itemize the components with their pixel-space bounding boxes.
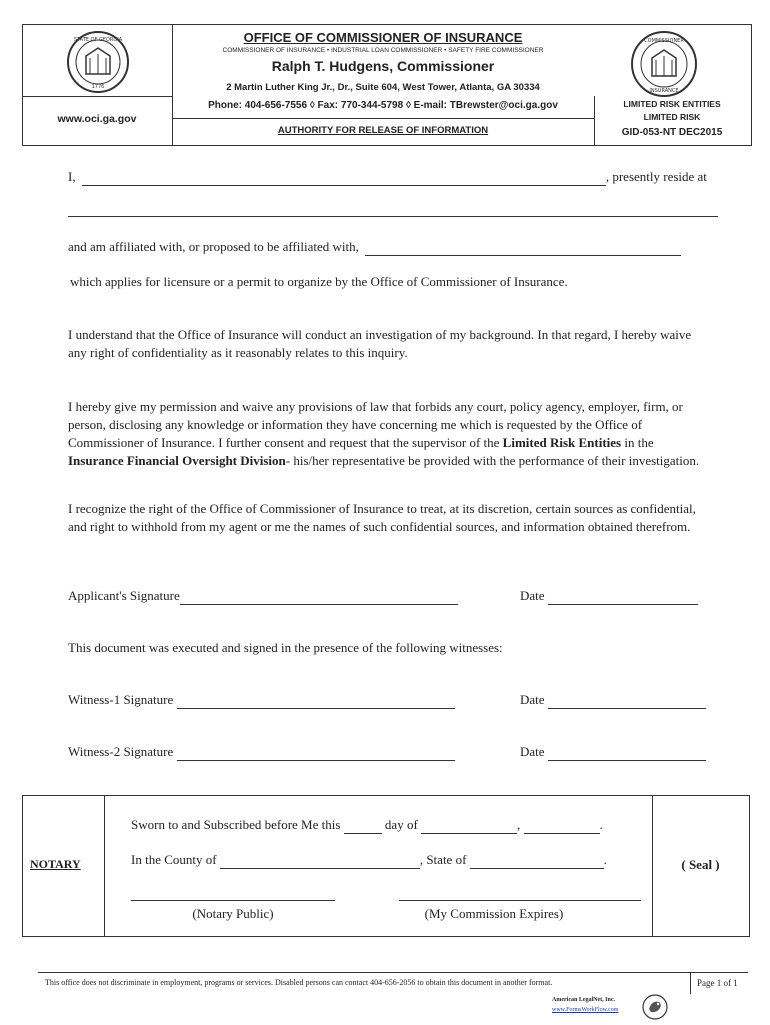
footer-disclaimer: This office does not discriminate in employment, programs or services. Disabled persons can contact 404-656-2056 to obtain this document in another format. (45, 978, 553, 987)
witness-intro: This document was executed and signed in the presence of the following witnesses: (68, 640, 503, 655)
notary-label: NOTARY (30, 857, 81, 871)
witness1-signature-field[interactable] (177, 707, 455, 709)
applicant-signature-row (68, 587, 458, 605)
county-label: In the County of (131, 852, 217, 867)
sworn-day-field[interactable] (344, 832, 382, 834)
svg-text:STATE OF GEORGIA: STATE OF GEORGIA (73, 37, 123, 43)
footer-divider (690, 972, 691, 994)
svg-text:INSURANCE: INSURANCE (649, 88, 679, 94)
header-subtitle: COMMISSIONER OF INSURANCE • INDUSTRIAL LOAN COMMISSIONER • SAFETY FIRE COMMISSIONER (222, 47, 544, 54)
legalnet-url[interactable]: www.FormsWorkFlow.com (552, 1007, 619, 1013)
witness1-row (68, 691, 455, 709)
paragraph-confidential: I recognize the right of the Office of Commissioner of Insurance to treat, at its discretion, certain sources as confidential, and right to withhold from my agent or me the names of such confidential sources, and information obtained therefrom. (68, 501, 696, 534)
witness1-date-field[interactable] (548, 707, 706, 709)
reside-suffix: , presently reside at (605, 169, 707, 184)
commission-expires-field[interactable] (399, 900, 641, 901)
header-divider-mid (172, 118, 594, 119)
notary-divider-left (104, 795, 105, 936)
applicant-name-field[interactable] (82, 184, 606, 186)
page-number: Page 1 of 1 (697, 978, 738, 988)
header-divider-left (22, 96, 172, 97)
state-field[interactable] (470, 867, 604, 869)
paragraph-investigation: I understand that the Office of Insurance will conduct an investigation of my background. In that regard, I hereby waive any right of confidentiality as it reasonably relates to this inquiry. (68, 327, 692, 360)
georgia-seal-left-icon (66, 30, 130, 94)
commissioner-name: Ralph T. Hudgens, Commissioner (271, 58, 495, 74)
sworn-year-field[interactable] (524, 832, 600, 834)
i-prefix: I, (68, 169, 76, 184)
witness2-date-field[interactable] (548, 759, 706, 761)
residence-line (68, 168, 728, 186)
entity-line-1: LIMITED RISK ENTITIES (623, 99, 721, 109)
witness1-date-row (520, 691, 706, 709)
witness1-label: Witness-1 Signature (68, 692, 174, 707)
applicant-signature-field[interactable] (180, 603, 458, 605)
witness2-label: Witness-2 Signature (68, 744, 174, 759)
notary-public-signature-field[interactable] (131, 900, 335, 901)
para2-division: Insurance Financial Oversight Division (68, 453, 286, 468)
para2-text-a: I hereby give my permission and waive any provisions of law that forbids any court, policy agency, employer, firm, or person, disclosing any knowledge or information they have concerning me which is requested by the Office of Commissioner of Insurance. I further consent and request that the supervisor of the (68, 399, 683, 450)
affiliated-line (68, 238, 728, 256)
svg-text:COMMISSIONER: COMMISSIONER (644, 38, 684, 44)
address-field[interactable] (68, 216, 718, 217)
sworn-label: Sworn to and Subscribed before Me this (131, 817, 341, 832)
contact-info: Phone: 404-656-7556 ◊ Fax: 770-344-5798 ◊ E-mail: TBrewster@oci.ga.gov (208, 100, 558, 111)
office-address: 2 Martin Luther King Jr., Dr., Suite 604, West Tower, Atlanta, GA 30334 (226, 82, 540, 93)
applicant-date-row (520, 587, 698, 605)
witness2-signature-field[interactable] (177, 759, 455, 761)
state-label: , State of (419, 852, 467, 867)
entity-line-2: LIMITED RISK (643, 112, 701, 122)
para2-text-c: in the (621, 435, 654, 450)
witness2-row (68, 743, 455, 761)
sworn-row: Sworn to and Subscribed before Me this day of , . (131, 817, 603, 832)
sworn-month-field[interactable] (421, 832, 517, 834)
office-title: OFFICE OF COMMISSIONER OF INSURANCE (243, 30, 523, 45)
notary-public-label: (Notary Public) (192, 906, 274, 921)
affiliated-label: and am affiliated with, or proposed to be affiliated with, (68, 239, 359, 254)
form-title: AUTHORITY FOR RELEASE OF INFORMATION (277, 125, 489, 136)
form-code: GID-053-NT DEC2015 (621, 127, 723, 138)
svg-text:1776: 1776 (91, 84, 105, 90)
legalnet-logo-icon (642, 994, 668, 1025)
witness1-date-label: Date (520, 692, 545, 707)
applicant-date-label: Date (520, 588, 545, 603)
website-link[interactable]: www.oci.ga.gov (57, 113, 137, 125)
legalnet-name: American LegalNet, Inc. (552, 997, 615, 1003)
county-row: In the County of , State of . (131, 852, 607, 867)
commission-expires-label: (My Commission Expires) (424, 906, 564, 921)
county-field[interactable] (220, 867, 420, 869)
para2-text-e: - his/her representative be provided with the performance of their investigation. (285, 453, 700, 468)
witness2-date-row (520, 743, 706, 761)
witness2-date-label: Date (520, 744, 545, 759)
insurance-seal-right-icon (630, 30, 698, 98)
affiliation-field[interactable] (365, 254, 681, 256)
footer-rule (38, 972, 748, 973)
day-of-label: day of (384, 817, 418, 832)
applicant-date-field[interactable] (548, 603, 698, 605)
seal-label: ( Seal ) (681, 857, 720, 872)
para2-limited-risk-entities: Limited Risk Entities (502, 435, 622, 450)
applies-text: which applies for licensure or a permit to organize by the Office of Commissioner of Insurance. (70, 274, 568, 289)
paragraph-permission (68, 398, 708, 470)
applicant-signature-label: Applicant's Signature (68, 588, 180, 603)
